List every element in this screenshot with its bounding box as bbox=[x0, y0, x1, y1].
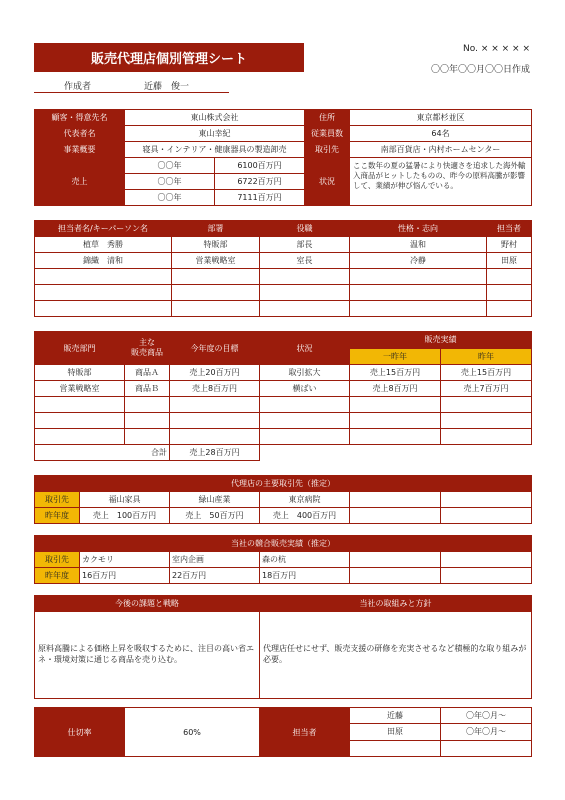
business-value: 寝具・インテリア・健康器具の製造卸売 bbox=[125, 142, 305, 158]
created-date: 〇〇年〇〇月〇〇日作成 bbox=[430, 65, 530, 75]
target-header: 今年度の目標 bbox=[170, 332, 260, 365]
contact-title: 部長 bbox=[260, 237, 350, 253]
client-cell: カクモリ bbox=[80, 552, 170, 568]
last-year-header: 昨年 bbox=[441, 348, 532, 365]
status-header: 状況 bbox=[260, 332, 350, 365]
result-cell: 売上15百万円 bbox=[441, 365, 532, 381]
customer-label: 顧客・得意先名 bbox=[35, 110, 125, 126]
status-value: ここ数年の夏の猛暑により快適さを追求した海外輸入商品がヒットしたものの、昨今の原料高騰が影響して、業績が伸び悩んでいる。 bbox=[350, 158, 532, 206]
amount-cell: 22百万円 bbox=[170, 568, 260, 584]
footer-table bbox=[34, 707, 532, 757]
table-row bbox=[35, 413, 532, 429]
agency-title: 代理店の主要取引先（推定） bbox=[35, 476, 532, 492]
staff-name: 近藤 bbox=[350, 708, 441, 724]
product-cell: 商品Ａ bbox=[125, 365, 170, 381]
year-label: 昨年度 bbox=[35, 568, 80, 584]
sales-amount: 6100百万円 bbox=[215, 158, 305, 174]
table-row bbox=[35, 301, 532, 317]
contact-dept: 営業戦略室 bbox=[172, 253, 260, 269]
basic-info-table bbox=[34, 109, 532, 206]
address-label: 住所 bbox=[305, 110, 350, 126]
client-label: 取引先 bbox=[35, 492, 80, 508]
client-cell: 東京病院 bbox=[260, 492, 350, 508]
issues-title: 今後の課題と戦略 bbox=[35, 596, 260, 612]
staff-label: 担当者 bbox=[260, 708, 350, 757]
results-header: 販売実績 bbox=[350, 332, 532, 349]
our-approach-title: 当社の取組みと方針 bbox=[260, 596, 532, 612]
total-row bbox=[35, 445, 532, 461]
status-cell: 取引拡大 bbox=[260, 365, 350, 381]
sales-year: 〇〇年 bbox=[125, 190, 215, 206]
table-row bbox=[35, 253, 532, 269]
product-cell: 商品Ｂ bbox=[125, 381, 170, 397]
table-row bbox=[35, 237, 532, 253]
strategy-table bbox=[34, 595, 532, 699]
competitor-table bbox=[34, 535, 532, 584]
contacts-table bbox=[34, 220, 532, 317]
client-label: 取引先 bbox=[35, 552, 80, 568]
result-cell: 売上7百万円 bbox=[441, 381, 532, 397]
result-cell: 売上15百万円 bbox=[350, 365, 441, 381]
author-label: 作成者 bbox=[64, 82, 92, 92]
amount-cell: 売上 100百万円 bbox=[80, 508, 170, 524]
table-row bbox=[35, 269, 532, 285]
year-label: 昨年度 bbox=[35, 508, 80, 524]
contact-name: 植草 秀勝 bbox=[35, 237, 172, 253]
result-cell: 売上8百万円 bbox=[350, 381, 441, 397]
customer-value: 東山株式会社 bbox=[125, 110, 305, 126]
contacts-header: 性格・志向 bbox=[350, 221, 487, 237]
partner-value: 南部百貨店・内村ホームセンター bbox=[350, 142, 532, 158]
contacts-header: 担当者名/キーパーソン名 bbox=[35, 221, 172, 237]
client-cell: 室内企画 bbox=[170, 552, 260, 568]
agency-clients-table bbox=[34, 475, 532, 524]
sales-amount: 7111百万円 bbox=[215, 190, 305, 206]
amount-cell: 16百万円 bbox=[80, 568, 170, 584]
target-cell: 売上20百万円 bbox=[170, 365, 260, 381]
sales-amount: 6722百万円 bbox=[215, 174, 305, 190]
employees-label: 従業員数 bbox=[305, 126, 350, 142]
author-name: 近藤 俊一 bbox=[144, 82, 190, 92]
rep-value: 東山幸紀 bbox=[125, 126, 305, 142]
dept-header: 販売部門 bbox=[35, 332, 125, 365]
sales-dept-table bbox=[34, 331, 532, 461]
contacts-header: 部署 bbox=[172, 221, 260, 237]
client-cell: 森の杭 bbox=[260, 552, 350, 568]
author-row bbox=[34, 78, 229, 93]
document-number: No. × × × × × bbox=[463, 44, 530, 54]
staff-period: 〇年〇月～ bbox=[441, 708, 532, 724]
client-cell: 福山家具 bbox=[80, 492, 170, 508]
product-header: 主な 販売商品 bbox=[125, 332, 170, 365]
page-title: 販売代理店個別管理シート bbox=[34, 43, 304, 72]
employees-value: 64名 bbox=[350, 126, 532, 142]
contacts-header: 担当者 bbox=[487, 221, 532, 237]
staff-name: 田原 bbox=[350, 724, 441, 740]
contact-title: 室長 bbox=[260, 253, 350, 269]
partner-label: 取引先 bbox=[305, 142, 350, 158]
contact-name: 錦織 清和 bbox=[35, 253, 172, 269]
sales-year: 〇〇年 bbox=[125, 158, 215, 174]
contacts-header: 役職 bbox=[260, 221, 350, 237]
table-row bbox=[35, 397, 532, 413]
target-cell: 売上8百万円 bbox=[170, 381, 260, 397]
contact-owner: 田原 bbox=[487, 253, 532, 269]
business-label: 事業概要 bbox=[35, 142, 125, 158]
sales-year: 〇〇年 bbox=[125, 174, 215, 190]
our-approach-text: 代理店任せにせず、販売支援の研修を充実させるなど積極的な取り組みが必要。 bbox=[260, 612, 532, 699]
amount-cell: 売上 50百万円 bbox=[170, 508, 260, 524]
table-row bbox=[35, 381, 532, 397]
status-cell: 横ばい bbox=[260, 381, 350, 397]
rep-label: 代表者名 bbox=[35, 126, 125, 142]
rate-label: 仕切率 bbox=[35, 708, 125, 757]
staff-period: 〇年〇月～ bbox=[441, 724, 532, 740]
dept-cell: 営業戦略室 bbox=[35, 381, 125, 397]
table-row bbox=[35, 365, 532, 381]
table-row bbox=[35, 285, 532, 301]
contact-personality: 温和 bbox=[350, 237, 487, 253]
table-row bbox=[35, 429, 532, 445]
total-label: 合計 bbox=[35, 445, 170, 461]
dept-cell: 特販部 bbox=[35, 365, 125, 381]
contact-owner: 野村 bbox=[487, 237, 532, 253]
amount-cell: 18百万円 bbox=[260, 568, 350, 584]
sales-label: 売上 bbox=[35, 158, 125, 206]
issues-text: 原料高騰による価格上昇を吸収するために、注目の高い省エネ・環境対策に通じる商品を売り込む。 bbox=[35, 612, 260, 699]
rate-value: 60% bbox=[125, 708, 260, 757]
competitor-title: 当社の競合販売実績（推定） bbox=[35, 536, 532, 552]
client-cell: 緑山産業 bbox=[170, 492, 260, 508]
total-value: 売上28百万円 bbox=[170, 445, 260, 461]
address-value: 東京都杉並区 bbox=[350, 110, 532, 126]
year-before-last-header: 一昨年 bbox=[350, 348, 441, 365]
contact-personality: 冷静 bbox=[350, 253, 487, 269]
contact-dept: 特販部 bbox=[172, 237, 260, 253]
status-label: 状況 bbox=[305, 158, 350, 206]
amount-cell: 売上 400百万円 bbox=[260, 508, 350, 524]
